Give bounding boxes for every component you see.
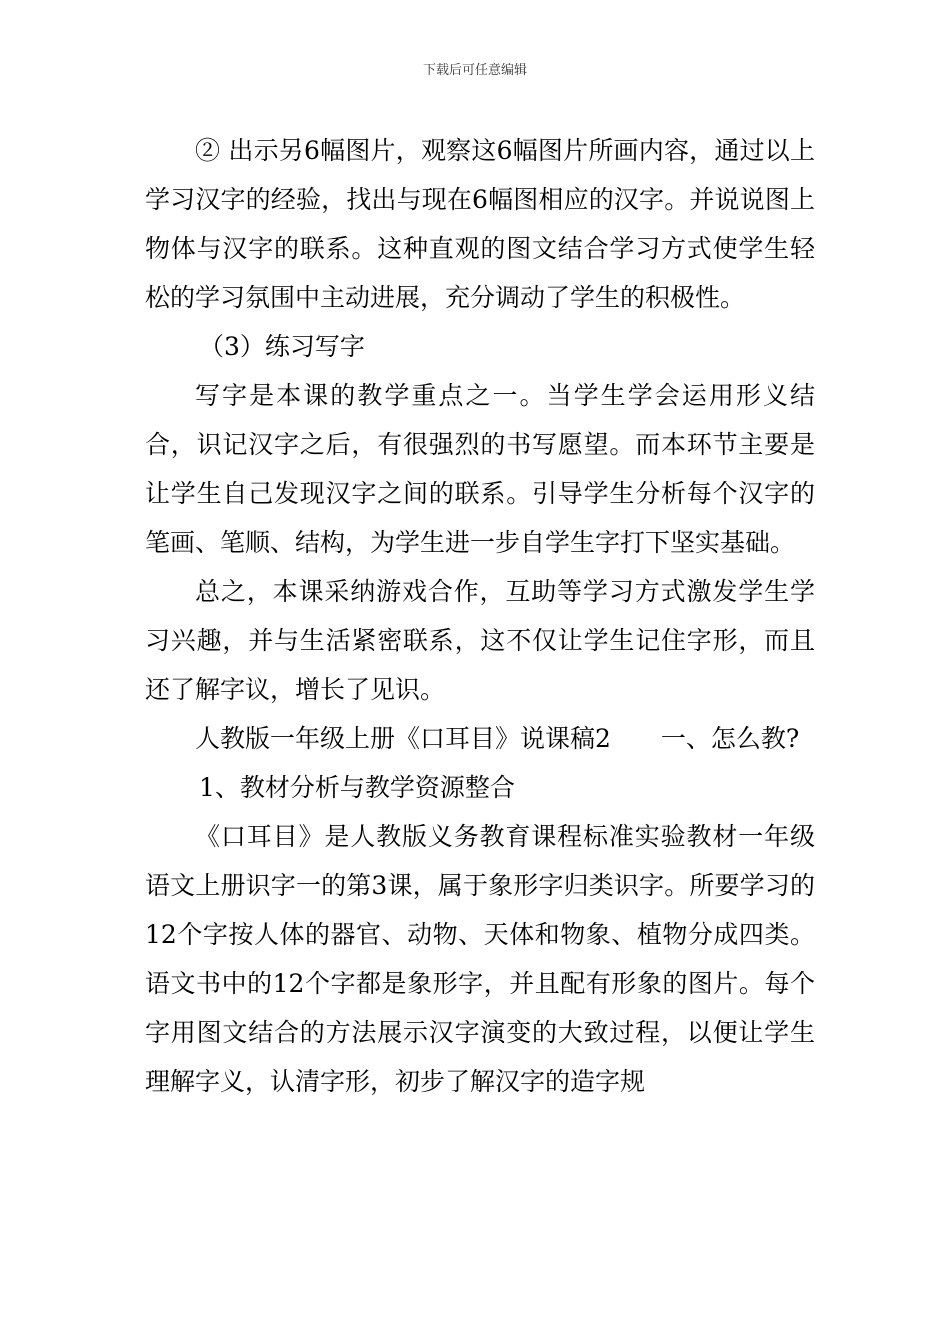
document-body: [145, 126, 815, 1106]
paragraph-summary: 总之，本课采纳游戏合作，互助等学习方式激发学生学习兴趣，并与生活紧密联系，这不仅让学生记住字形，而且还了解字议，增长了见识。: [145, 577, 815, 704]
lesson-title: 人教版一年级上册《口耳目》说课稿2: [195, 724, 611, 753]
paragraph-material: 《口耳目》是人教版义务教育课程标准实验教材一年级语文上册识字一的第3课，属于象形字归类识字。所要学习的12个字按人体的器官、动物、天体和物象、植物分成四类。语文书中的12个字都是象形字，并且配有形象的图片。每个字用图文结合的方法展示汉字演变的大致过程，以便让学生理解字义，认清字形，初步了解汉字的造字规: [145, 822, 815, 1096]
section-heading-material-analysis: 1、教材分析与教学资源整合: [199, 773, 515, 802]
section-heading-writing-practice: （3）练习写字: [199, 332, 365, 361]
lesson-title-line: [145, 714, 815, 763]
section-heading-how-to-teach: 一、怎么教?: [660, 724, 800, 753]
page-header: 下载后可任意编辑: [422, 63, 527, 78]
paragraph-writing: 写字是本课的教学重点之一。当学生学会运用形义结合，识记汉字之后，有很强烈的书写愿望。而本环节主要是让学生自己发现汉字之间的联系。引导学生分析每个汉字的笔画、笔顺、结构，为学生进一步自学生字打下坚实基础。: [145, 381, 815, 557]
paragraph-image-activity: ② 出示另6幅图片，观察这6幅图片所画内容，通过以上学习汉字的经验，找出与现在6幅图相应的汉字。并说说图上物体与汉字的联系。这种直观的图文结合学习方式使学生轻松的学习氛围中主动进展，充分调动了学生的积极性。: [145, 136, 815, 312]
